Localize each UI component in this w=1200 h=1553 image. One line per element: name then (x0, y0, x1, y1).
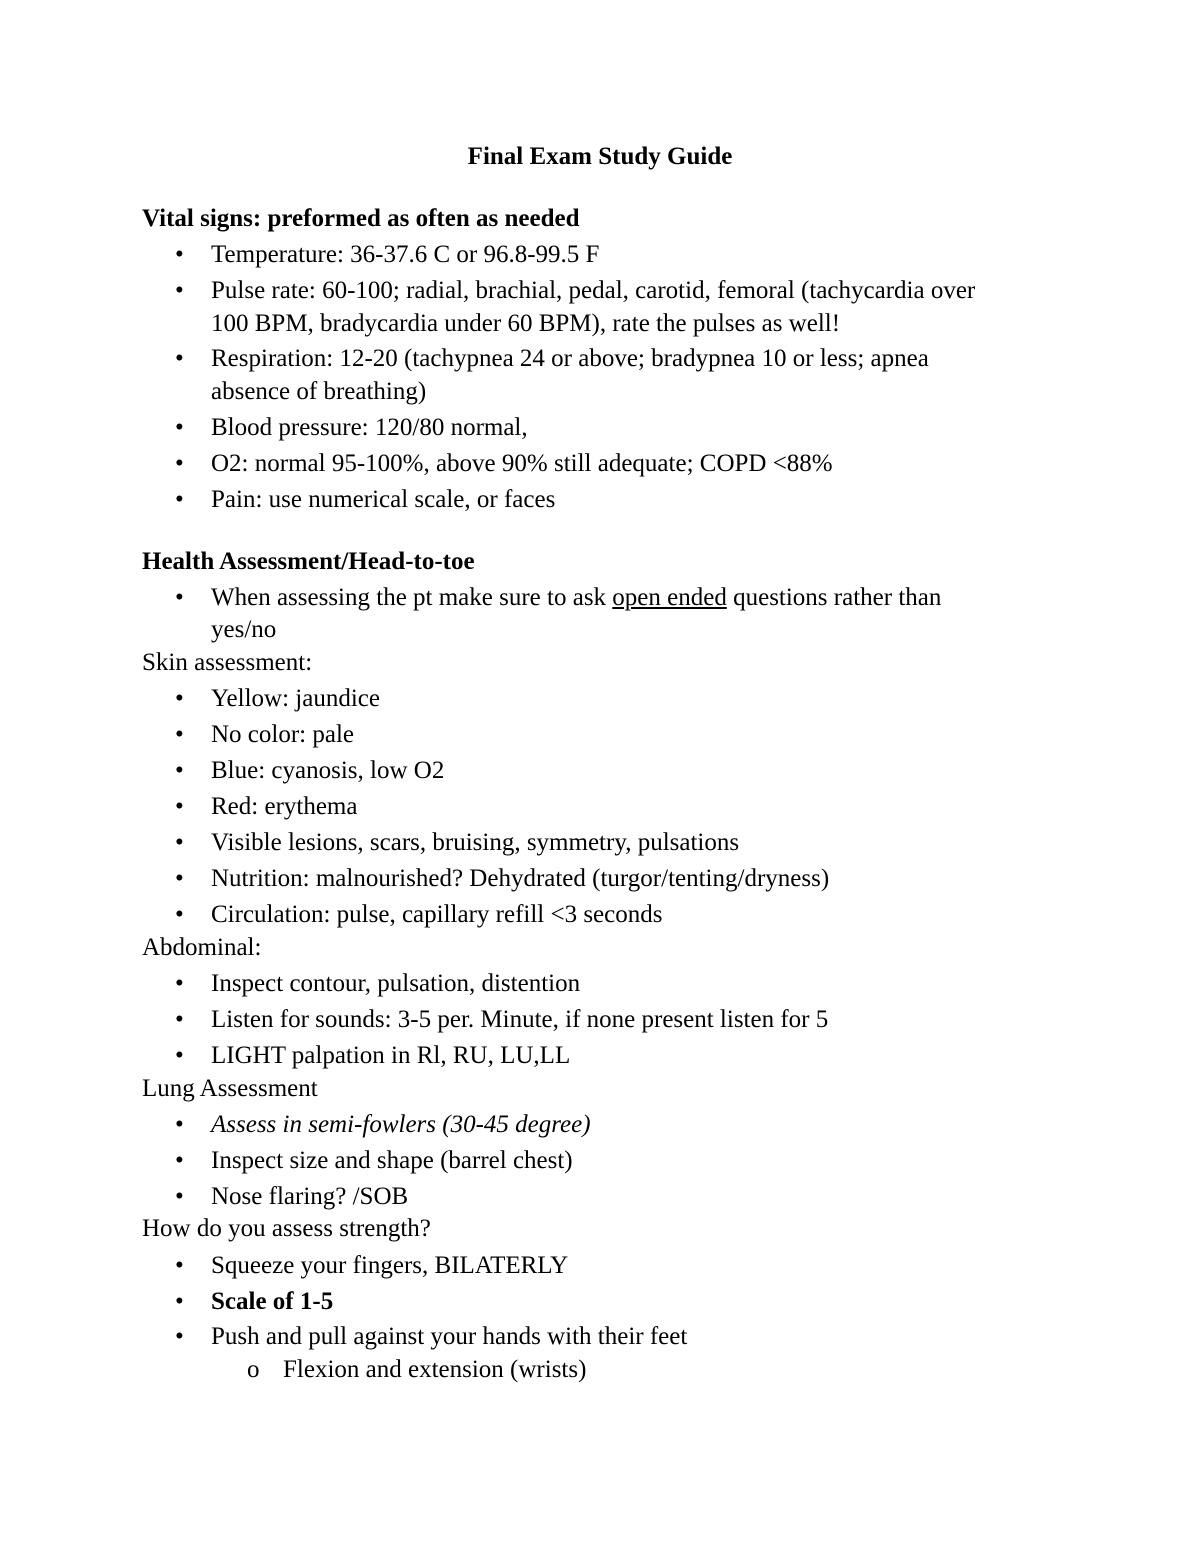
bullet-icon: • (175, 901, 184, 928)
bullet-icon: • (175, 793, 184, 820)
bullet-icon: • (175, 241, 184, 268)
document-title: Final Exam Study Guide (467, 143, 733, 170)
list-item-continuation: absence of breathing) (211, 378, 427, 405)
list-item: Inspect size and shape (barrel chest) (211, 1147, 573, 1174)
bullet-icon: • (175, 1147, 184, 1174)
list-item: No color: pale (211, 721, 355, 748)
sub-bullet-icon: o (247, 1356, 260, 1383)
subheading-strength: How do you assess strength? (142, 1215, 431, 1242)
list-item: Pulse rate: 60-100; radial, brachial, pedal, carotid, femoral (tachycardia over (211, 277, 976, 304)
bullet-icon: • (175, 1288, 184, 1315)
list-item: LIGHT palpation in Rl, RU, LU,LL (211, 1042, 571, 1069)
bullet-icon: • (175, 486, 184, 513)
bullet-icon: • (175, 1252, 184, 1279)
list-item: Nutrition: malnourished? Dehydrated (turgor/tenting/dryness) (211, 865, 830, 892)
list-item-italic: Assess in semi-fowlers (30-45 degree) (211, 1111, 591, 1138)
bullet-icon: • (175, 450, 184, 477)
underlined-text: open ended (612, 584, 727, 611)
bullet-icon: • (175, 1042, 184, 1069)
section-heading-vital-signs: Vital signs: preformed as often as needed (142, 205, 580, 232)
list-item: Respiration: 12-20 (tachypnea 24 or above; bradypnea 10 or less; apnea (211, 345, 929, 372)
list-item (211, 582, 941, 614)
bullet-icon: • (175, 1323, 184, 1350)
bullet-icon: • (175, 414, 184, 441)
bullet-icon: • (175, 1006, 184, 1033)
list-item: Pain: use numerical scale, or faces (211, 486, 556, 513)
bullet-icon: • (175, 1183, 184, 1210)
subheading-lung-assessment: Lung Assessment (142, 1075, 318, 1102)
list-item-continuation: 100 BPM, bradycardia under 60 BPM), rate the pulses as well! (211, 310, 841, 337)
bullet-icon: • (175, 829, 184, 856)
subheading-abdominal: Abdominal: (142, 934, 262, 961)
list-item: Yellow: jaundice (211, 685, 380, 712)
subheading-skin-assessment: Skin assessment: (142, 649, 313, 676)
intro-text-after: questions rather than (726, 584, 942, 611)
list-item: Squeeze your fingers, BILATERLY (211, 1252, 569, 1279)
list-item: Nose flaring? /SOB (211, 1183, 409, 1210)
list-item: Circulation: pulse, capillary refill <3 seconds (211, 901, 663, 928)
list-item: Blue: cyanosis, low O2 (211, 757, 445, 784)
bullet-icon: • (175, 584, 184, 611)
list-item: Blood pressure: 120/80 normal, (211, 414, 528, 441)
list-item: Listen for sounds: 3-5 per. Minute, if none present listen for 5 (211, 1006, 829, 1033)
list-item-bold: Scale of 1-5 (211, 1288, 334, 1315)
intro-text-before: When assessing the pt make sure to ask (211, 584, 613, 611)
list-item: Visible lesions, scars, bruising, symmetry, pulsations (211, 829, 740, 856)
list-item: Push and pull against your hands with their feet (211, 1323, 688, 1350)
list-item: Red: erythema (211, 793, 358, 820)
sub-list-item: Flexion and extension (wrists) (283, 1356, 587, 1383)
bullet-icon: • (175, 277, 184, 304)
list-item: Inspect contour, pulsation, distention (211, 970, 581, 997)
bullet-icon: • (175, 865, 184, 892)
list-item: O2: normal 95-100%, above 90% still adequate; COPD <88% (211, 450, 833, 477)
list-item-continuation: yes/no (211, 616, 277, 643)
bullet-icon: • (175, 970, 184, 997)
bullet-icon: • (175, 721, 184, 748)
bullet-icon: • (175, 685, 184, 712)
bullet-icon: • (175, 345, 184, 372)
list-item: Temperature: 36-37.6 C or 96.8-99.5 F (211, 241, 600, 268)
section-heading-health-assessment: Health Assessment/Head-to-toe (142, 548, 475, 575)
bullet-icon: • (175, 1111, 184, 1138)
bullet-icon: • (175, 757, 184, 784)
